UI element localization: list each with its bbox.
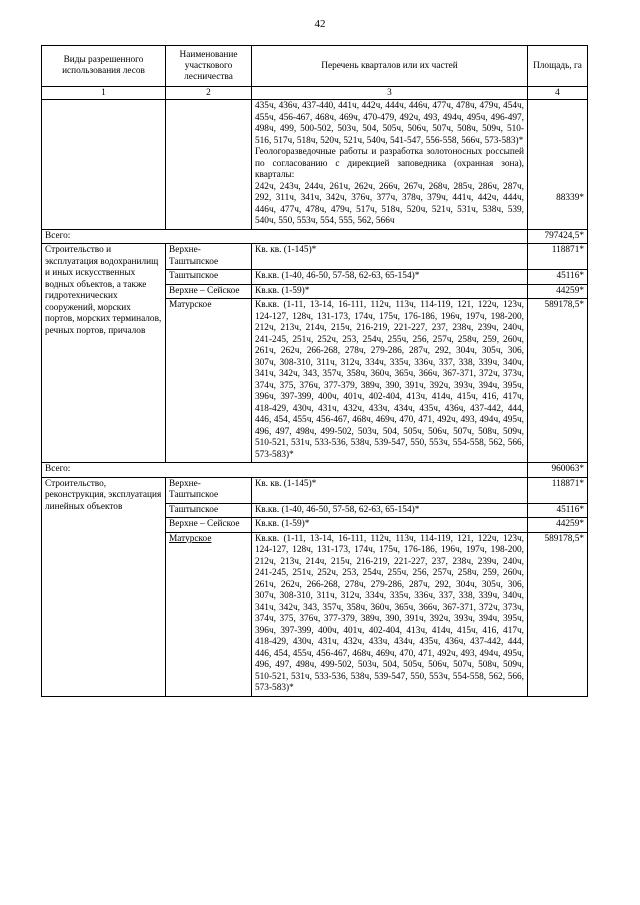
- total-row: [42, 463, 588, 478]
- use-type-cell: Строительство, реконструкция, эксплуатация линейных объектов: [42, 477, 166, 696]
- quarters-cell: Кв.кв. (1-59)*: [252, 518, 528, 533]
- quarters-cell: Кв. кв. (1-145)*: [252, 244, 528, 270]
- column-number: 2: [166, 87, 252, 100]
- quarters-cell: Кв. кв. (1-145)*: [252, 477, 528, 503]
- empty-cell: [42, 100, 166, 230]
- area-cell: 45116*: [528, 270, 588, 285]
- column-number: 4: [528, 87, 588, 100]
- total-label: Всего:: [42, 463, 528, 478]
- quarters-cell: [252, 100, 528, 230]
- total-value: 960063*: [528, 463, 588, 478]
- quarters-list: 435ч, 436ч, 437-440, 441ч, 442ч, 444ч, 446ч, 477ч, 478ч, 479ч, 454ч, 455ч, 456-467, 468ч, 469ч, 470-479, 492ч, 493, 494ч, 495ч, 496-497, 498ч, 499, 500-502, 503ч, 504, 505ч, 506ч, 507ч, 508ч, 509ч, 510-516, 517ч, 518ч, 520ч, 521ч, 540ч, 541-547, 556-558, 566ч, 573-583)*: [255, 101, 524, 146]
- forestry-cell: Матурское: [166, 532, 252, 696]
- area-cell: 118871*: [528, 477, 588, 503]
- table-header-row: [42, 46, 588, 87]
- quarters-cell: Кв.кв. (1-11, 13-14, 16-111, 112ч, 113ч, 114-119, 121, 122ч, 123ч, 124-127, 128ч, 131-173, 174ч, 175ч, 176-186, 196ч, 197ч, 198-200, 212ч, 213ч, 214ч, 215ч, 216-219, 221-227, 237, 238ч, 239ч, 240ч, 241-245, 251ч, 252ч, 253, 254ч, 255ч, 256, 257ч, 258ч, 259, 260ч, 261ч, 262ч, 266-268, 278ч, 279-286, 287ч, 292, 304ч, 305ч, 306, 307ч, 308-310, 311ч, 312ч, 334ч, 335ч, 336ч, 337, 338, 339ч, 340ч, 341ч, 342ч, 343, 357ч, 358ч, 360ч, 365ч, 366ч, 367-371, 372ч, 373ч, 374ч, 375, 376ч, 377-379, 389ч, 390, 391ч, 392ч, 393ч, 394ч, 395ч, 396ч, 397-399, 400ч, 401ч, 402-404, 413ч, 414ч, 415ч, 416, 417ч, 418-429, 430ч, 431ч, 432ч, 433ч, 434ч, 435ч, 436ч, 437-442, 444, 446, 454, 455ч, 456-467, 468ч, 469ч, 470, 471, 492ч, 493, 494ч, 495ч, 496, 497, 498ч, 499-502, 503ч, 504, 505ч, 506ч, 507ч, 508ч, 509ч, 510-521, 531ч, 533-536, 538ч, 539-547, 550, 553ч, 554-558, 562, 566, 573-583)*: [252, 532, 528, 696]
- total-label: Всего:: [42, 229, 528, 244]
- header-use-type: Виды разрешенного использования лесов: [42, 46, 166, 87]
- forestry-cell: Верхне-Таштыпское: [166, 244, 252, 270]
- forestry-cell: Матурское: [166, 299, 252, 463]
- total-row: [42, 229, 588, 244]
- quarters-cell: Кв.кв. (1-11, 13-14, 16-111, 112ч, 113ч, 114-119, 121, 122ч, 123ч, 124-127, 128ч, 131-173, 174ч, 175ч, 176-186, 196ч, 197ч, 198-200, 212ч, 213ч, 214ч, 215ч, 216-219, 221-227, 237, 238ч, 239ч, 240ч, 241-245, 251ч, 252ч, 253, 254ч, 255ч, 256, 257ч, 258ч, 259, 260ч, 261ч, 262ч, 266-268, 278ч, 279-286, 287ч, 292, 304ч, 305ч, 306, 307ч, 308-310, 311ч, 312ч, 334ч, 335ч, 336ч, 337, 338, 339ч, 340ч, 341ч, 342ч, 343, 357ч, 358ч, 360ч, 365ч, 366ч, 367-371, 372ч, 373ч, 374ч, 375, 376ч, 377-379, 389ч, 390, 391ч, 392ч, 393ч, 394ч, 395ч, 396ч, 397-399, 400ч, 401ч, 402-404, 413ч, 414ч, 415ч, 416, 417ч, 418-429, 430ч, 431ч, 432ч, 433ч, 434ч, 435ч, 436ч, 437-442, 444, 446, 454, 455ч, 456-467, 468ч, 469ч, 470, 471, 492ч, 493, 494ч, 495ч, 496, 497, 498ч, 499-502, 503ч, 504, 505ч, 506ч, 507ч, 508ч, 509ч, 510-521, 531ч, 533-536, 538ч, 539-547, 550, 553ч, 554-558, 562, 566, 573-583)*: [252, 299, 528, 463]
- area-cell: 44259*: [528, 518, 588, 533]
- empty-cell: [166, 100, 252, 230]
- area-cell: [528, 100, 588, 230]
- quarters-cell: Кв.кв. (1-59)*: [252, 284, 528, 299]
- forestry-cell: Таштыпское: [166, 270, 252, 285]
- table-row: [42, 244, 588, 270]
- geology-quarters: 242ч, 243ч, 244ч, 261ч, 262ч, 266ч, 267ч, 268ч, 285ч, 286ч, 287ч, 292, 311ч, 341ч, 342ч, 376ч, 377ч, 378ч, 379ч, 441ч, 442ч, 444ч, 446ч, 477ч, 478ч, 479ч, 517ч, 518ч, 520ч, 521ч, 531ч, 538ч, 539, 540ч, 550, 553ч, 554, 555, 562, 566ч: [255, 181, 524, 226]
- area-cell: 589178,5*: [528, 299, 588, 463]
- column-number-row: [42, 87, 588, 100]
- forestry-cell: Верхне – Сейское: [166, 284, 252, 299]
- geology-title: Геологоразведочные работы и разработка золотоносных россыпей по согласованию с дирекцией заповедника (охранная зона), кварталы:: [255, 147, 524, 180]
- area-cell: 118871*: [528, 244, 588, 270]
- use-type-cell: Строительство и эксплуатация водохранилищ и иных искусственных водных объектов, а также гидротехнических сооружений, морских портов, морских терминалов, речных портов, причалов: [42, 244, 166, 463]
- column-number: 1: [42, 87, 166, 100]
- header-quarters: Перечень кварталов или их частей: [252, 46, 528, 87]
- total-value: 797424,5*: [528, 229, 588, 244]
- forest-use-table: [41, 45, 588, 697]
- forestry-cell: Верхне – Сейское: [166, 518, 252, 533]
- forestry-cell: Таштыпское: [166, 503, 252, 518]
- area-cell: 589178,5*: [528, 532, 588, 696]
- header-area: Площадь, га: [528, 46, 588, 87]
- forestry-cell: Верхне-Таштыпское: [166, 477, 252, 503]
- header-forestry: Наименование участкового лесничества: [166, 46, 252, 87]
- quarters-cell: Кв.кв. (1-40, 46-50, 57-58, 62-63, 65-154)*: [252, 503, 528, 518]
- column-number: 3: [252, 87, 528, 100]
- page-number: 42: [314, 18, 326, 30]
- geology-area: 88339*: [556, 193, 584, 203]
- table-row: [42, 100, 588, 230]
- area-cell: 44259*: [528, 284, 588, 299]
- area-cell: 45116*: [528, 503, 588, 518]
- table-row: [42, 477, 588, 503]
- quarters-cell: Кв.кв. (1-40, 46-50, 57-58, 62-63, 65-154)*: [252, 270, 528, 285]
